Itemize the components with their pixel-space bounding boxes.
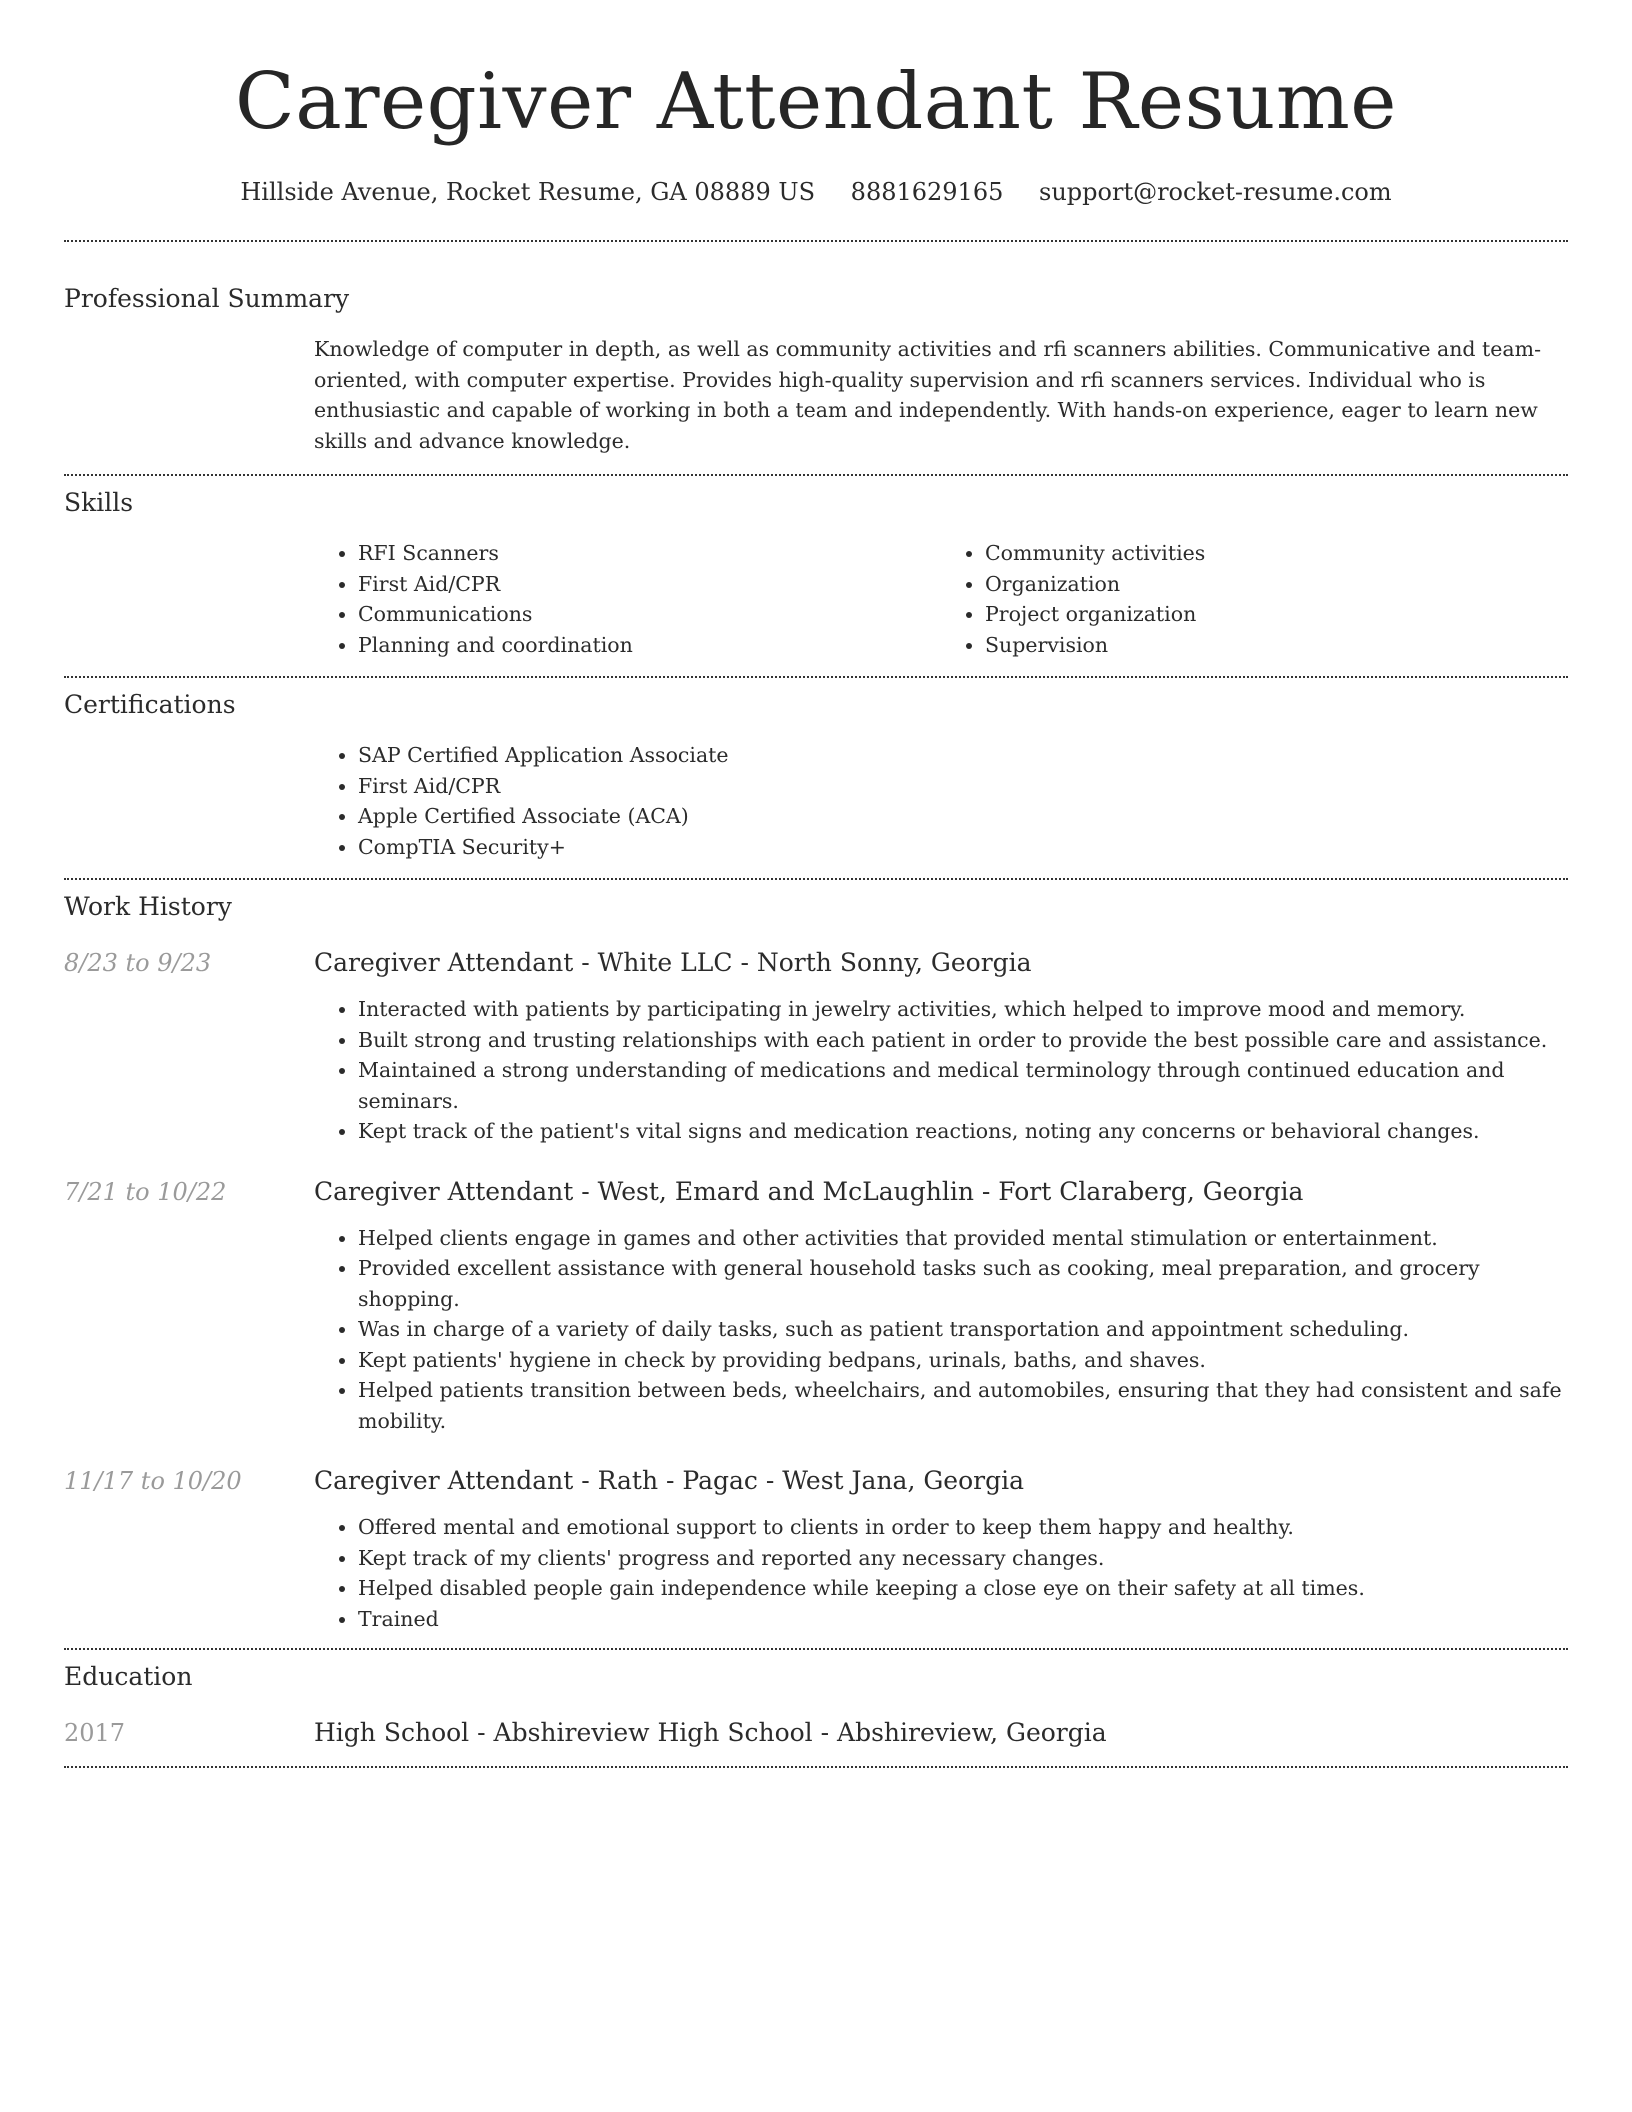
skills-column-right (941, 538, 1568, 660)
section-divider (64, 474, 1568, 476)
certifications-section (64, 688, 1568, 862)
contact-line (64, 176, 1568, 208)
skills-heading: Skills (64, 488, 134, 517)
job-dates: 7/21 to 10/22 (64, 1177, 227, 1206)
job-entry (64, 1175, 1568, 1437)
job-bullet: • Provided excellent assistance with general household tasks such as cooking, meal preparation, and grocery shopping. (358, 1253, 1568, 1314)
job-bullet: • Kept track of my clients' progress and reported any necessary changes. (358, 1543, 1568, 1574)
job-bullet: • Helped patients transition between beds, wheelchairs, and automobiles, ensuring that they had consistent and safe mobility. (358, 1375, 1568, 1436)
certification-item: • SAP Certified Application Associate (358, 740, 1568, 771)
skills-list (314, 538, 1568, 660)
job-bullet: • Kept patients' hygiene in check by providing bedpans, urinals, baths, and shaves. (358, 1345, 1568, 1376)
education-entry (64, 1716, 1568, 1750)
section-divider (64, 1766, 1568, 1768)
job-bullets (314, 1512, 1568, 1634)
skills-column-left (314, 538, 941, 660)
job-bullet: • Was in charge of a variety of daily tasks, such as patient transportation and appointment scheduling. (358, 1314, 1568, 1345)
contact-address: Hillside Avenue, Rocket Resume, GA 08889 US (240, 178, 816, 206)
contact-phone: 8881629165 (850, 178, 1004, 206)
job-bullet: • Maintained a strong understanding of medications and medical terminology through continued education and seminars. (358, 1055, 1568, 1116)
education-heading: Education (64, 1662, 193, 1691)
work-history-heading: Work History (64, 892, 232, 921)
summary-section (64, 282, 1568, 456)
job-bullet: • Interacted with patients by participating in jewelry activities, which helped to improve mood and memory. (358, 994, 1568, 1025)
resume-title: Caregiver Attendant Resume (235, 57, 1397, 147)
job-bullet: • Kept track of the patient's vital signs and medication reactions, noting any concerns or behavioral changes. (358, 1116, 1568, 1147)
job-entry (64, 1464, 1568, 1634)
certifications-heading: Certifications (64, 690, 236, 719)
job-bullet: • Helped disabled people gain independence while keeping a close eye on their safety at all times. (358, 1573, 1568, 1604)
certification-item: • First Aid/CPR (358, 771, 1568, 802)
certifications-list (314, 740, 1568, 862)
skills-section (64, 486, 1568, 660)
work-history-section (64, 890, 1568, 1634)
job-bullet: • Offered mental and emotional support to clients in order to keep them happy and healthy. (358, 1512, 1568, 1543)
job-title: Caregiver Attendant - Rath - Pagac - West Jana, Georgia (314, 1466, 1025, 1495)
job-bullet: • Helped clients engage in games and other activities that provided mental stimulation or entertainment. (358, 1223, 1568, 1254)
education-year: 2017 (64, 1719, 126, 1747)
summary-text: Knowledge of computer in depth, as well as community activities and rfi scanners abilities. Communicative and team-oriented, with computer expertise. Provides high-quality supervision and rfi scanners services. Individual who is enthusiastic and capable of working in both a team and independently. With hands-on experience, eager to learn new skills and advance knowledge. (314, 337, 1542, 453)
skill-item: • RFI Scanners (358, 538, 941, 569)
certification-item: • CompTIA Security+ (358, 832, 1568, 863)
skill-item: • Organization (985, 569, 1568, 600)
section-divider (64, 676, 1568, 678)
job-dates: 11/17 to 10/20 (64, 1467, 242, 1495)
job-title: Caregiver Attendant - White LLC - North Sonny, Georgia (314, 948, 1032, 977)
section-divider (64, 1648, 1568, 1650)
education-section (64, 1660, 1568, 1750)
job-bullets (314, 994, 1568, 1147)
section-divider (64, 878, 1568, 880)
skill-item: • First Aid/CPR (358, 569, 941, 600)
skill-item: • Community activities (985, 538, 1568, 569)
job-bullets (314, 1223, 1568, 1437)
education-school: High School - Abshireview High School - Abshireview, Georgia (314, 1718, 1107, 1747)
contact-email: support@rocket-resume.com (1039, 178, 1392, 206)
skill-item: • Supervision (985, 630, 1568, 661)
skill-item: • Planning and coordination (358, 630, 941, 661)
certification-item: • Apple Certified Associate (ACA) (358, 801, 1568, 832)
skill-item: • Project organization (985, 599, 1568, 630)
section-divider (64, 240, 1568, 242)
skill-item: • Communications (358, 599, 941, 630)
job-title: Caregiver Attendant - West, Emard and McLaughlin - Fort Claraberg, Georgia (314, 1176, 1304, 1206)
job-dates: 8/23 to 9/23 (64, 949, 212, 977)
summary-heading: Professional Summary (64, 284, 350, 313)
job-bullet: • Trained (358, 1604, 1568, 1635)
job-entry (64, 946, 1568, 1147)
job-bullet: • Built strong and trusting relationships with each patient in order to provide the best possible care and assistance. (358, 1025, 1568, 1056)
